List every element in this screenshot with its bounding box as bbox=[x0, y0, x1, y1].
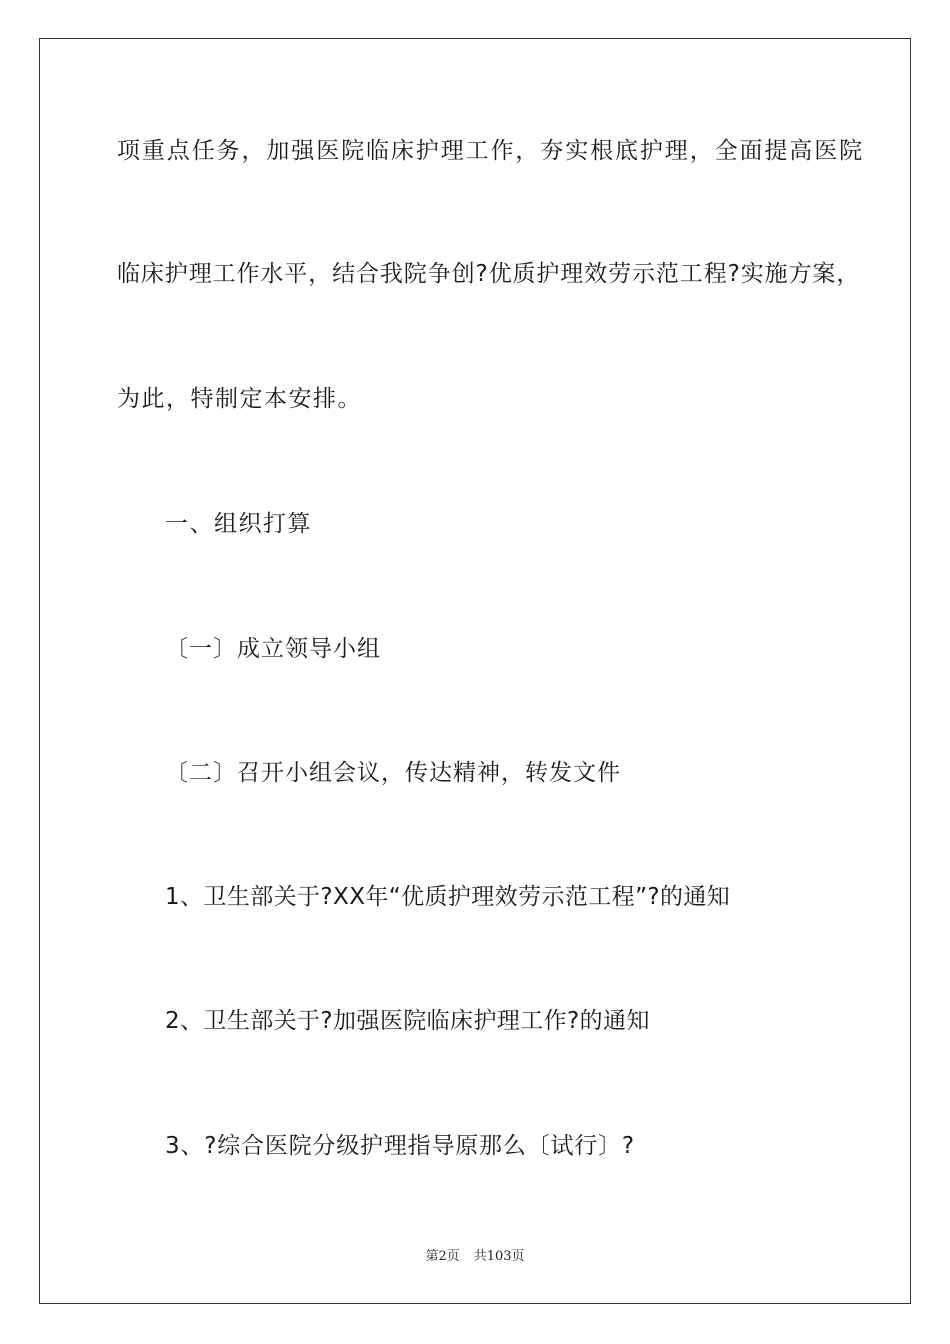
body-line-1: 项重点任务，加强医院临床护理工作，夯实根底护理，全面提高医院 bbox=[117, 138, 864, 164]
page-total: 共103页 bbox=[473, 1249, 525, 1264]
body-line-3: 为此，特制定本安排。 bbox=[117, 386, 362, 412]
body-line-2: 临床护理工作水平，结合我院争创?优质护理效劳示范工程?实施方案， bbox=[117, 261, 861, 287]
list-item-1: 1、卫生部关于?XX年“优质护理效劳示范工程”?的通知 bbox=[165, 884, 731, 910]
subsection-heading-1: 〔一〕成立领导小组 bbox=[165, 636, 381, 662]
list-item-3: 3、?综合医院分级护理指导原那么〔试行〕? bbox=[165, 1133, 635, 1159]
subsection-heading-2: 〔二〕召开小组会议，传达精神，转发文件 bbox=[165, 760, 621, 786]
page-footer bbox=[0, 1248, 950, 1266]
section-heading-organization: 一、组织打算 bbox=[165, 511, 312, 537]
page-frame bbox=[39, 38, 911, 1304]
page-number: 第2页 bbox=[425, 1249, 460, 1264]
list-item-2: 2、卫生部关于?加强医院临床护理工作?的通知 bbox=[165, 1008, 650, 1034]
